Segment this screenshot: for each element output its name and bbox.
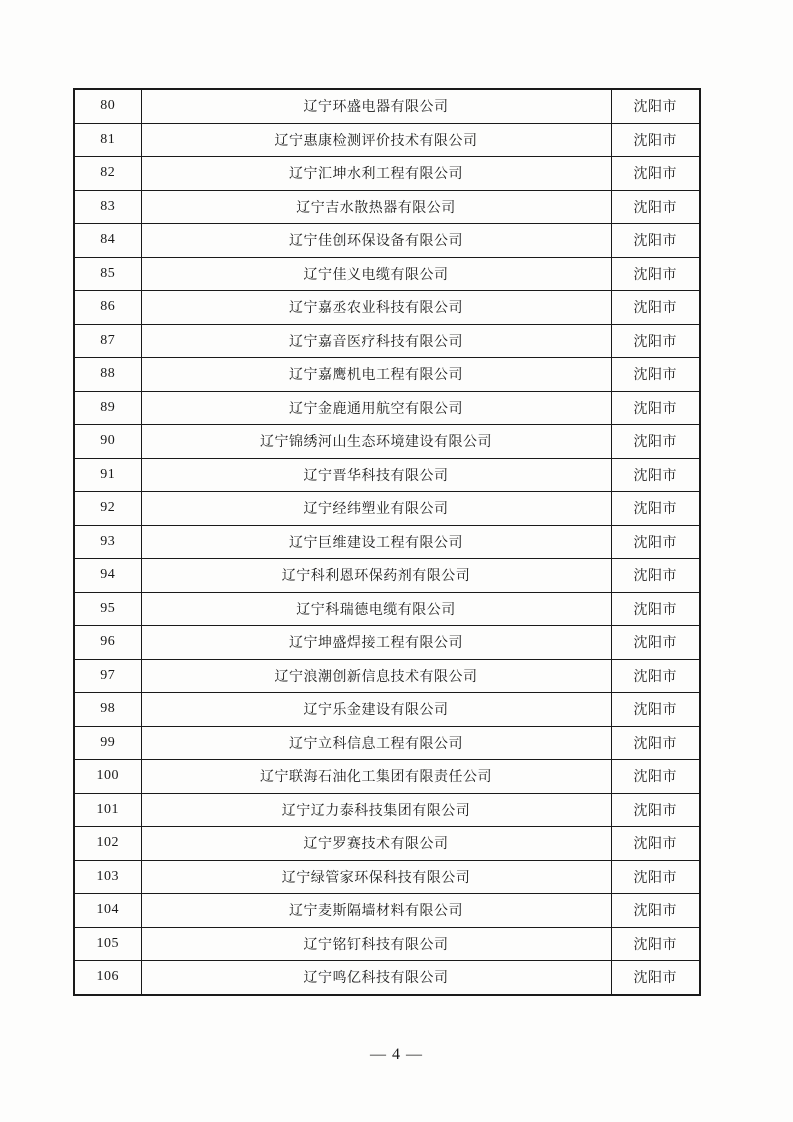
company-table-body: [74, 89, 700, 995]
table-row: [74, 89, 700, 123]
city-cell: 沈阳市: [611, 592, 700, 626]
company-name-cell: 辽宁嘉丞农业科技有限公司: [141, 291, 611, 325]
table-row: [74, 358, 700, 392]
row-number-cell: 96: [74, 626, 141, 660]
table-row: [74, 324, 700, 358]
city-cell: 沈阳市: [611, 257, 700, 291]
table-row: [74, 525, 700, 559]
company-name-cell: 辽宁金鹿通用航空有限公司: [141, 391, 611, 425]
company-name-cell: 辽宁联海石油化工集团有限责任公司: [141, 760, 611, 794]
city-cell: 沈阳市: [611, 894, 700, 928]
city-cell: 沈阳市: [611, 157, 700, 191]
table-row: [74, 123, 700, 157]
company-name-cell: 辽宁立科信息工程有限公司: [141, 726, 611, 760]
table-row: [74, 793, 700, 827]
table-row: [74, 559, 700, 593]
row-number-cell: 93: [74, 525, 141, 559]
table-row: [74, 224, 700, 258]
table-row: [74, 659, 700, 693]
company-name-cell: 辽宁环盛电器有限公司: [141, 89, 611, 123]
table-row: [74, 458, 700, 492]
city-cell: 沈阳市: [611, 492, 700, 526]
city-cell: 沈阳市: [611, 190, 700, 224]
table-row: [74, 425, 700, 459]
company-name-cell: 辽宁佳创环保设备有限公司: [141, 224, 611, 258]
row-number-cell: 102: [74, 827, 141, 861]
company-name-cell: 辽宁科利恩环保药剂有限公司: [141, 559, 611, 593]
row-number-cell: 103: [74, 860, 141, 894]
table-row: [74, 827, 700, 861]
company-name-cell: 辽宁经纬塑业有限公司: [141, 492, 611, 526]
table-row: [74, 391, 700, 425]
company-name-cell: 辽宁巨维建设工程有限公司: [141, 525, 611, 559]
table-row: [74, 592, 700, 626]
company-name-cell: 辽宁辽力泰科技集团有限公司: [141, 793, 611, 827]
company-name-cell: 辽宁锦绣河山生态环境建设有限公司: [141, 425, 611, 459]
row-number-cell: 80: [74, 89, 141, 123]
row-number-cell: 83: [74, 190, 141, 224]
company-name-cell: 辽宁浪潮创新信息技术有限公司: [141, 659, 611, 693]
row-number-cell: 86: [74, 291, 141, 325]
company-name-cell: 辽宁绿管家环保科技有限公司: [141, 860, 611, 894]
row-number-cell: 87: [74, 324, 141, 358]
city-cell: 沈阳市: [611, 291, 700, 325]
row-number-cell: 106: [74, 961, 141, 995]
row-number-cell: 104: [74, 894, 141, 928]
row-number-cell: 92: [74, 492, 141, 526]
company-name-cell: 辽宁汇坤水利工程有限公司: [141, 157, 611, 191]
company-name-cell: 辽宁坤盛焊接工程有限公司: [141, 626, 611, 660]
table-row: [74, 894, 700, 928]
row-number-cell: 91: [74, 458, 141, 492]
table-row: [74, 626, 700, 660]
company-name-cell: 辽宁鸣亿科技有限公司: [141, 961, 611, 995]
city-cell: 沈阳市: [611, 224, 700, 258]
city-cell: 沈阳市: [611, 961, 700, 995]
company-name-cell: 辽宁嘉鹰机电工程有限公司: [141, 358, 611, 392]
company-name-cell: 辽宁乐金建设有限公司: [141, 693, 611, 727]
row-number-cell: 90: [74, 425, 141, 459]
company-table: [73, 88, 701, 996]
table-row: [74, 257, 700, 291]
table-row: [74, 190, 700, 224]
city-cell: 沈阳市: [611, 324, 700, 358]
row-number-cell: 85: [74, 257, 141, 291]
city-cell: 沈阳市: [611, 559, 700, 593]
page-number: — 4 —: [370, 1046, 423, 1063]
city-cell: 沈阳市: [611, 458, 700, 492]
table-row: [74, 157, 700, 191]
city-cell: 沈阳市: [611, 425, 700, 459]
row-number-cell: 105: [74, 927, 141, 961]
city-cell: 沈阳市: [611, 927, 700, 961]
row-number-cell: 84: [74, 224, 141, 258]
company-name-cell: 辽宁铭钉科技有限公司: [141, 927, 611, 961]
table-row: [74, 492, 700, 526]
company-name-cell: 辽宁惠康检测评价技术有限公司: [141, 123, 611, 157]
city-cell: 沈阳市: [611, 123, 700, 157]
row-number-cell: 98: [74, 693, 141, 727]
city-cell: 沈阳市: [611, 693, 700, 727]
row-number-cell: 89: [74, 391, 141, 425]
table-row: [74, 860, 700, 894]
city-cell: 沈阳市: [611, 860, 700, 894]
city-cell: 沈阳市: [611, 391, 700, 425]
city-cell: 沈阳市: [611, 659, 700, 693]
table-row: [74, 927, 700, 961]
company-name-cell: 辽宁佳义电缆有限公司: [141, 257, 611, 291]
company-name-cell: 辽宁吉水散热器有限公司: [141, 190, 611, 224]
city-cell: 沈阳市: [611, 89, 700, 123]
city-cell: 沈阳市: [611, 726, 700, 760]
row-number-cell: 97: [74, 659, 141, 693]
company-name-cell: 辽宁罗赛技术有限公司: [141, 827, 611, 861]
city-cell: 沈阳市: [611, 626, 700, 660]
table-row: [74, 760, 700, 794]
row-number-cell: 88: [74, 358, 141, 392]
row-number-cell: 95: [74, 592, 141, 626]
city-cell: 沈阳市: [611, 525, 700, 559]
table-row: [74, 693, 700, 727]
row-number-cell: 94: [74, 559, 141, 593]
row-number-cell: 81: [74, 123, 141, 157]
city-cell: 沈阳市: [611, 358, 700, 392]
row-number-cell: 82: [74, 157, 141, 191]
table-row: [74, 726, 700, 760]
row-number-cell: 101: [74, 793, 141, 827]
company-name-cell: 辽宁嘉音医疗科技有限公司: [141, 324, 611, 358]
city-cell: 沈阳市: [611, 827, 700, 861]
table-row: [74, 961, 700, 995]
city-cell: 沈阳市: [611, 760, 700, 794]
row-number-cell: 99: [74, 726, 141, 760]
city-cell: 沈阳市: [611, 793, 700, 827]
company-name-cell: 辽宁科瑞德电缆有限公司: [141, 592, 611, 626]
table-row: [74, 291, 700, 325]
row-number-cell: 100: [74, 760, 141, 794]
company-name-cell: 辽宁麦斯隔墙材料有限公司: [141, 894, 611, 928]
company-name-cell: 辽宁晋华科技有限公司: [141, 458, 611, 492]
